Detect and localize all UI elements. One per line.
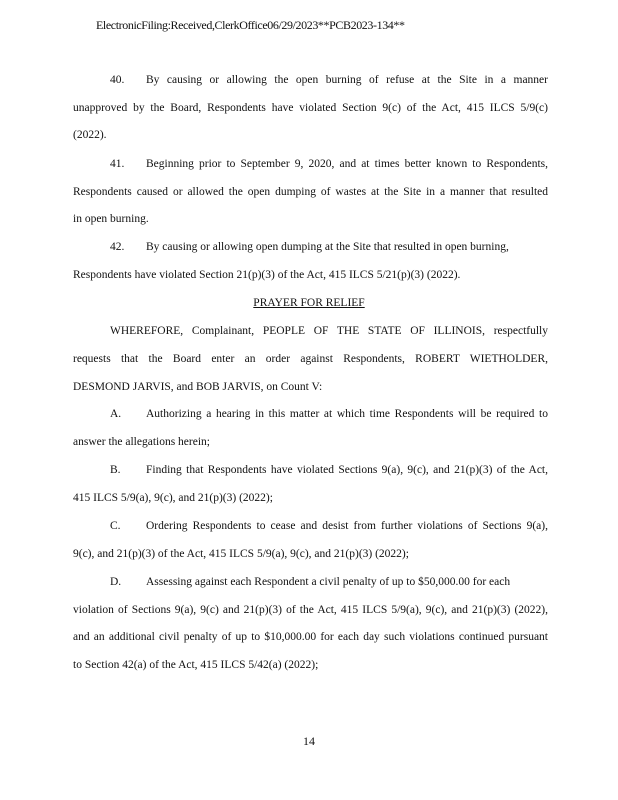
prayer-item-a-line-1: A. Authorizing a hearing in this matter at which time Respondents will be required to bbox=[110, 408, 548, 420]
prayer-item-c-line-2: 9(c), and 21(p)(3) of the Act, 415 ILCS 5/9(a), 9(c), and 21(p)(3) (2022); bbox=[73, 548, 409, 560]
filing-stamp: ElectronicFiling:Received,ClerkOffice06/29/2023**PCB2023-134** bbox=[96, 18, 405, 32]
paragraph-41-line-3: in open burning. bbox=[73, 213, 149, 225]
prayer-item-b-line-2: 415 ILCS 5/9(a), 9(c), and 21(p)(3) (2022); bbox=[73, 492, 273, 504]
paragraph-41-line-2: Respondents caused or allowed the open dumping of wastes at the Site in a manner that resulted bbox=[73, 186, 548, 198]
prayer-item-d-line-1: D. Assessing against each Respondent a civil penalty of up to $50,000.00 for each bbox=[110, 576, 511, 588]
item-label: B. bbox=[110, 464, 121, 476]
paragraph-42-line-1: 42. By causing or allowing open dumping at the Site that resulted in open burning, bbox=[110, 241, 509, 253]
paragraph-40-line-3: (2022). bbox=[73, 129, 107, 141]
prayer-item-a-line-2: answer the allegations herein; bbox=[73, 436, 210, 448]
prayer-item-c-line-1: C. Ordering Respondents to cease and desist from further violations of Sections 9(a), bbox=[110, 520, 548, 532]
prayer-intro-line-2: requests that the Board enter an order against Respondents, ROBERT WIETHOLDER, bbox=[73, 353, 548, 365]
prayer-intro-line-3: DESMOND JARVIS, and BOB JARVIS, on Count V: bbox=[73, 381, 323, 393]
paragraph-number: 42. bbox=[110, 241, 125, 253]
item-label: D. bbox=[110, 576, 122, 588]
prayer-intro-line-1: WHEREFORE, Complainant, PEOPLE OF THE STATE OF ILLINOIS, respectfully bbox=[110, 325, 548, 337]
item-label: A. bbox=[110, 408, 122, 420]
paragraph-number: 41. bbox=[110, 158, 125, 170]
paragraph-41-line-1: 41. Beginning prior to September 9, 2020, and at times better known to Respondents, bbox=[110, 158, 548, 170]
paragraph-42-line-2: Respondents have violated Section 21(p)(3) of the Act, 415 ILCS 5/21(p)(3) (2022). bbox=[73, 269, 461, 281]
prayer-item-d-line-3: and an additional civil penalty of up to $10,000.00 for each day such violations continued pursuant bbox=[73, 631, 548, 643]
page-number: 14 bbox=[303, 734, 315, 748]
paragraph-40-line-2: unapproved by the Board, Respondents have violated Section 9(c) of the Act, 415 ILCS 5/9(c) bbox=[73, 102, 548, 114]
prayer-item-d-line-4: to Section 42(a) of the Act, 415 ILCS 5/42(a) (2022); bbox=[73, 659, 319, 671]
prayer-item-b-line-1: B. Finding that Respondents have violated Sections 9(a), 9(c), and 21(p)(3) of the Act, bbox=[110, 464, 548, 476]
paragraph-40-line-1: 40. By causing or allowing the open burning of refuse at the Site in a manner bbox=[110, 74, 548, 86]
prayer-item-d-line-2: violation of Sections 9(a), 9(c) and 21(p)(3) of the Act, 415 ILCS 5/9(a), 9(c), and 21(p)(3) (2022), bbox=[73, 604, 548, 616]
item-label: C. bbox=[110, 520, 121, 532]
paragraph-number: 40. bbox=[110, 74, 125, 86]
prayer-heading: PRAYER FOR RELIEF bbox=[253, 297, 365, 309]
